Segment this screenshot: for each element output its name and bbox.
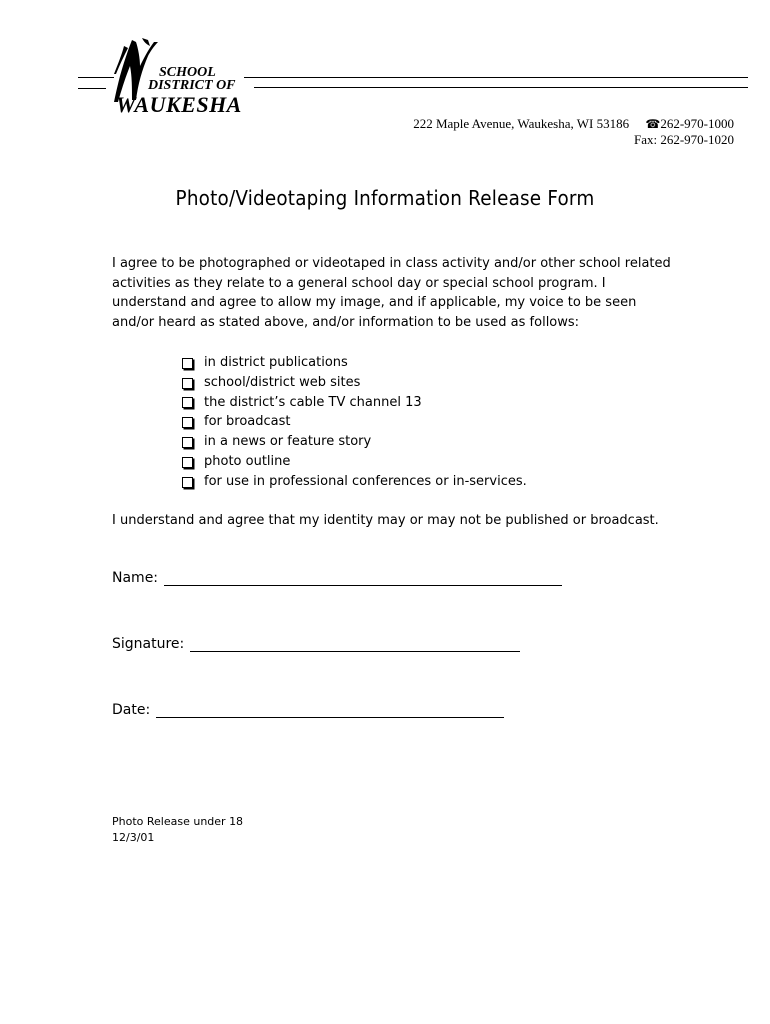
- option-broadcast[interactable]: [182, 412, 527, 432]
- form-code: Photo Release under 18: [112, 815, 244, 828]
- option-cable-tv[interactable]: [182, 393, 527, 413]
- checkbox-icon[interactable]: [182, 477, 193, 488]
- signature-input-line[interactable]: [190, 637, 520, 652]
- name-label: Name:: [112, 570, 159, 586]
- option-conferences[interactable]: [182, 472, 527, 492]
- option-photo-outline[interactable]: [182, 452, 527, 472]
- date-label: Date:: [112, 702, 151, 718]
- consent-paragraph: I agree to be photographed or videotaped in class activity and/or other school related activities as they relate to a general school day or special school program. I understand and agree to allow my image, and if applicable, my voice to be seen and/or heard as stated above, and/or information to be used as follows:: [112, 256, 671, 330]
- contact-block: [413, 116, 734, 148]
- name-input-line[interactable]: [164, 571, 562, 586]
- option-label: in a news or feature story: [204, 434, 372, 450]
- option-label: for use in professional conferences or in-services.: [204, 473, 527, 489]
- signature-label: Signature:: [112, 636, 185, 652]
- logo-rule-bottom-left: [78, 88, 106, 89]
- form-title: Photo/Videotaping Information Release Form: [175, 186, 595, 210]
- signature-field: [112, 636, 520, 652]
- checkbox-icon[interactable]: [182, 417, 193, 428]
- fax-line: Fax: 262-970-1020: [633, 132, 734, 147]
- checkbox-icon[interactable]: [182, 358, 193, 369]
- option-news-story[interactable]: [182, 432, 527, 452]
- district-logo: [78, 36, 768, 116]
- logo-text-city: WAUKESHA: [116, 92, 242, 117]
- checkbox-icon[interactable]: [182, 437, 193, 448]
- logo-rule-top-left: [78, 77, 114, 78]
- telephone-icon: ☎: [645, 117, 661, 131]
- option-label: for broadcast: [204, 414, 291, 430]
- phone-number: 262-970-1000: [660, 116, 734, 131]
- option-label: in district publications: [204, 355, 348, 370]
- identity-paragraph: I understand and agree that my identity may or may not be published or broadcast.: [112, 513, 659, 528]
- logo-text-district: DISTRICT OF: [148, 78, 236, 93]
- date-input-line[interactable]: [156, 703, 504, 718]
- option-label: the district’s cable TV channel 13: [204, 394, 422, 410]
- option-web-sites[interactable]: [182, 373, 527, 393]
- form-date: 12/3/01: [112, 831, 155, 844]
- usage-options-list: [182, 353, 527, 492]
- address-line: [413, 116, 734, 132]
- option-label: photo outline: [204, 453, 291, 469]
- checkbox-icon[interactable]: [182, 378, 193, 389]
- checkbox-icon[interactable]: [182, 457, 193, 468]
- form-footer: [112, 814, 243, 846]
- logo-rule-top: [244, 77, 748, 78]
- logo-text-school: SCHOOL: [159, 65, 216, 80]
- checkbox-icon[interactable]: [182, 397, 193, 408]
- street-address: 222 Maple Avenue, Waukesha, WI 53186: [413, 116, 630, 131]
- name-field: [112, 570, 562, 586]
- option-district-publications[interactable]: [182, 353, 527, 373]
- logo-rule-bottom: [254, 87, 748, 88]
- date-field: [112, 702, 504, 718]
- option-label: school/district web sites: [204, 374, 361, 390]
